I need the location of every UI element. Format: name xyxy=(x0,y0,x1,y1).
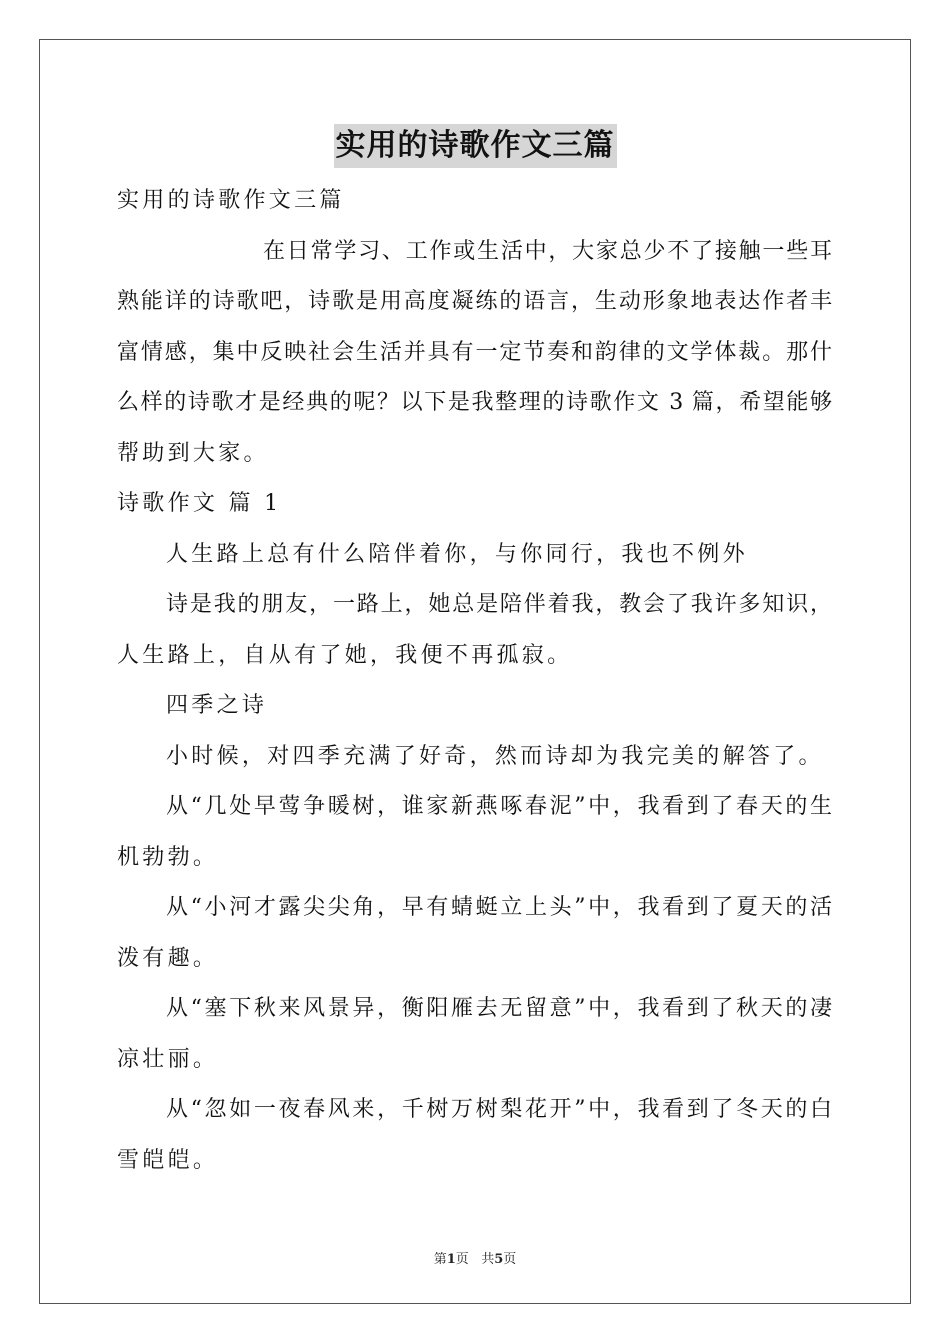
paragraph-line: 人生路上总有什么陪伴着你，与你同行，我也不例外 xyxy=(166,541,748,567)
paragraph-line: 诗是我的朋友，一路上，她总是陪伴着我，教会了我许多知识， xyxy=(166,592,832,617)
paragraph-line: 机勃勃。 xyxy=(117,844,219,870)
page-mid: 页 共 xyxy=(455,1252,495,1267)
paragraph-line: 人生路上，自从有了她，我便不再孤寂。 xyxy=(117,642,573,668)
page-footer xyxy=(0,1248,950,1267)
title-container xyxy=(0,124,950,168)
paragraph-line: 么样的诗歌才是经典的呢？以下是我整理的诗歌作文 3 篇，希望能够 xyxy=(117,390,832,415)
page-total: 5 xyxy=(494,1252,504,1267)
section-heading: 诗歌作文 篇 1 xyxy=(117,491,282,516)
paragraph-line: 从“塞下秋来风景异，衡阳雁去无留意”中，我看到了秋天的凄 xyxy=(166,996,832,1021)
paragraph-line: 泼有趣。 xyxy=(117,945,219,971)
page-prefix: 第 xyxy=(433,1252,447,1267)
page-current: 1 xyxy=(446,1252,456,1267)
document-body xyxy=(117,176,832,1186)
paragraph-line: 小时候，对四季充满了好奇，然而诗却为我完美的解答了。 xyxy=(166,743,824,769)
poem-heading: 四季之诗 xyxy=(166,693,268,718)
paragraph-line: 从“几处早莺争暖树，谁家新燕啄春泥”中，我看到了春天的生 xyxy=(166,794,832,819)
page-suffix: 页 xyxy=(503,1252,517,1267)
subtitle-line: 实用的诗歌作文三篇 xyxy=(117,188,345,213)
paragraph-line: 从“忽如一夜春风来，千树万树梨花开”中，我看到了冬天的白 xyxy=(166,1097,832,1122)
paragraph-line: 熟能详的诗歌吧，诗歌是用高度凝练的语言，生动形象地表达作者丰 xyxy=(117,289,832,314)
paragraph-line: 雪皑皑。 xyxy=(117,1147,219,1173)
paragraph-line: 帮助到大家。 xyxy=(117,440,269,466)
document-title: 实用的诗歌作文三篇 xyxy=(334,124,617,168)
paragraph-line: 富情感，集中反映社会生活并具有一定节奏和韵律的文学体裁。那什 xyxy=(117,339,832,365)
paragraph-line: 在日常学习、工作或生活中，大家总少不了接触一些耳 xyxy=(263,238,832,264)
paragraph-line: 从“小河才露尖尖角，早有蜻蜓立上头”中，我看到了夏天的活 xyxy=(166,895,832,920)
paragraph-line: 凉壮丽。 xyxy=(117,1046,219,1072)
